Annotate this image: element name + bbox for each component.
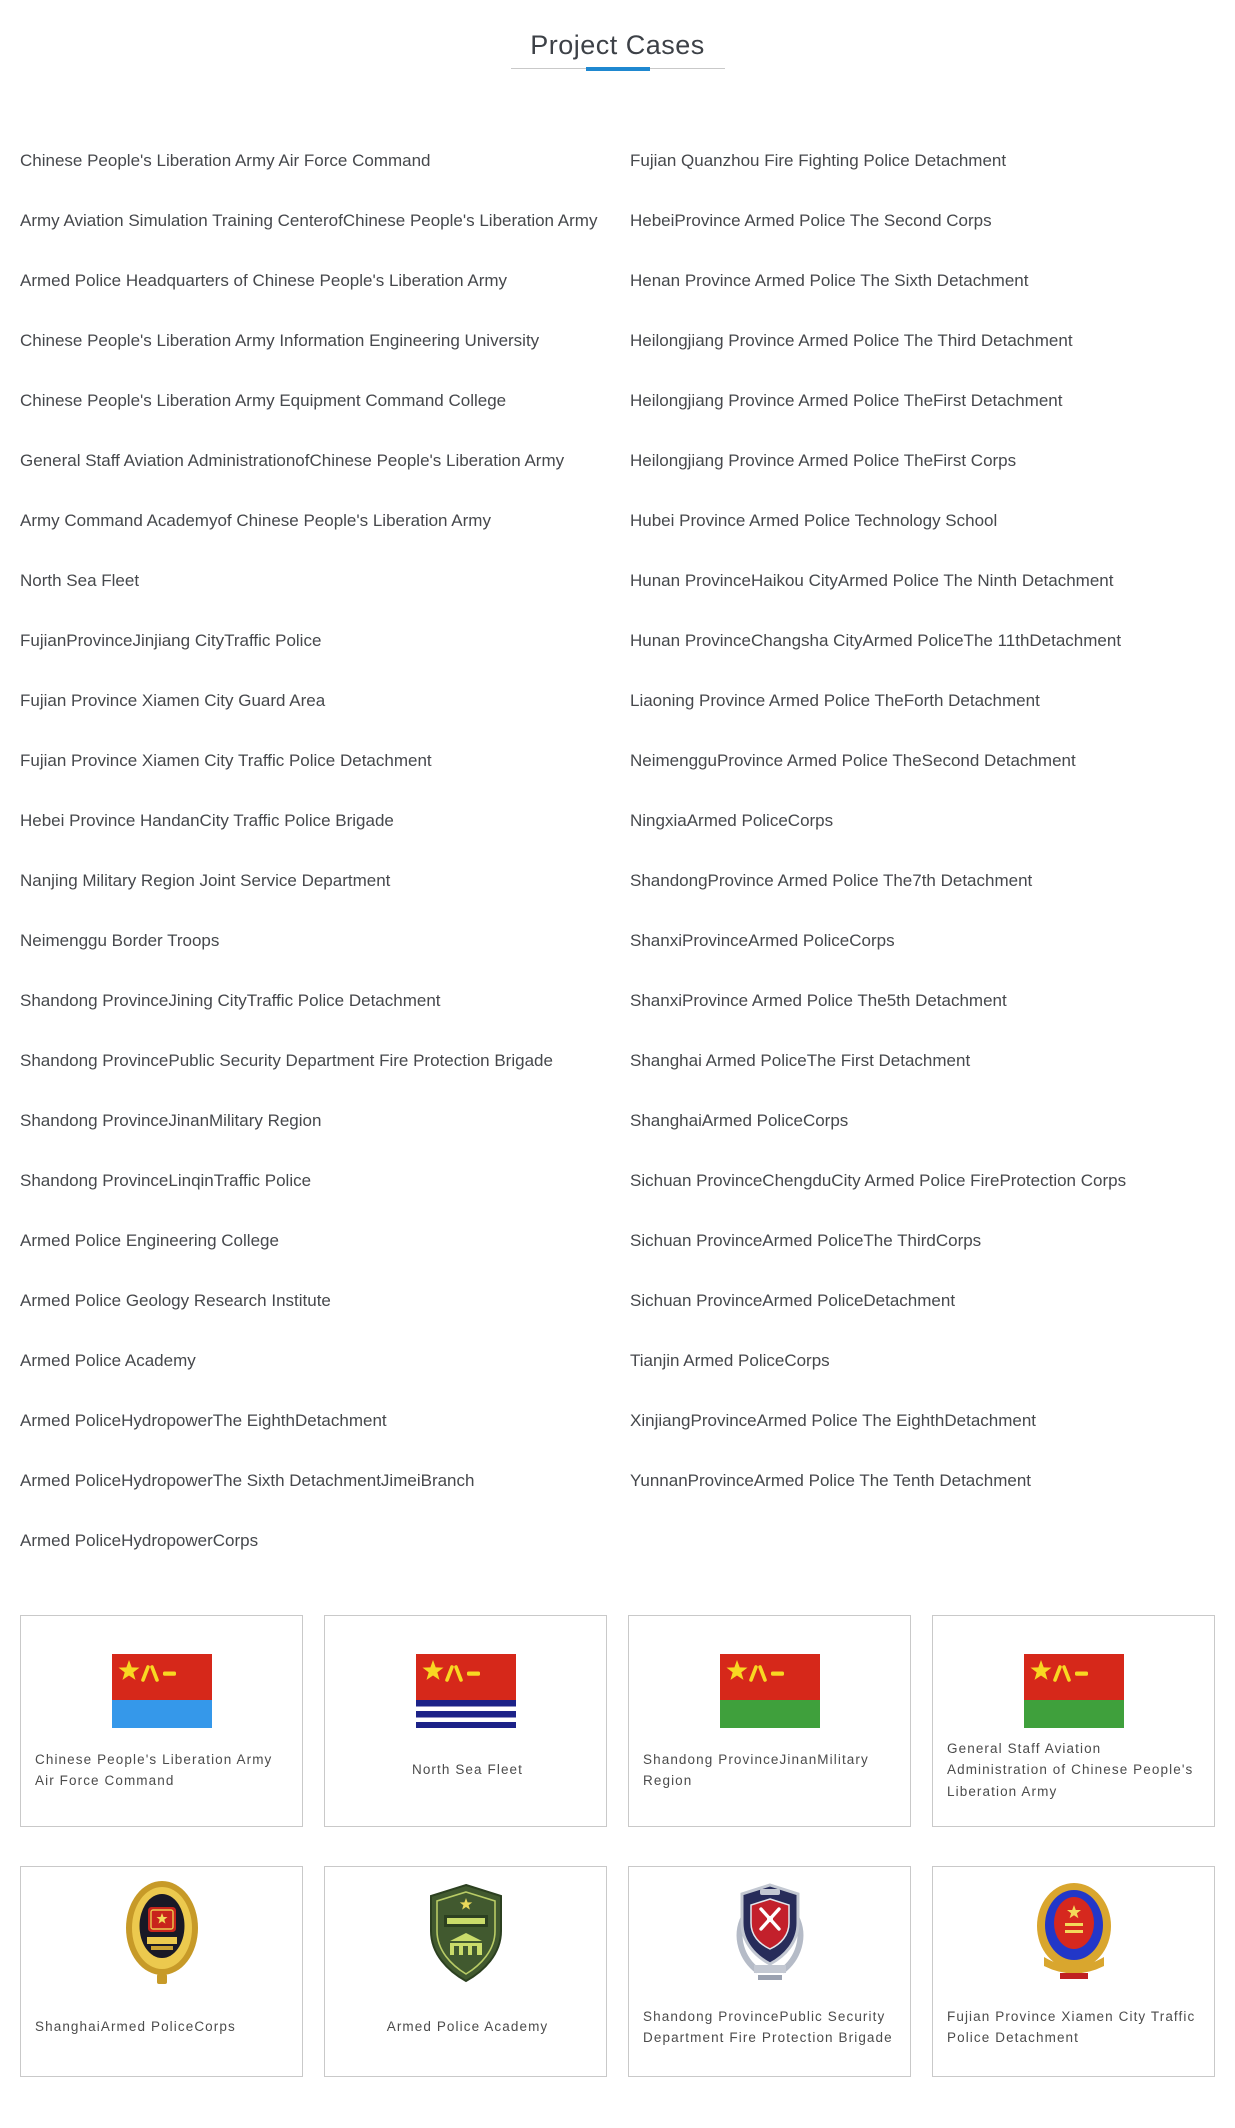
project-list-item: Henan Province Armed Police The Sixth Detachment — [630, 271, 1029, 290]
project-card[interactable] — [932, 1615, 1215, 1827]
project-list-item: Tianjin Armed PoliceCorps — [630, 1351, 830, 1370]
project-card[interactable] — [628, 1866, 911, 2077]
armed-police-gold-emblem-image — [21, 1867, 302, 1985]
traffic-police-gold-emblem-image — [933, 1867, 1214, 1985]
card-caption: Shandong ProvinceJinanMilitary Region — [643, 1751, 869, 1788]
card-caption: Chinese People's Liberation Army Air Force Command — [35, 1751, 273, 1788]
project-card[interactable] — [628, 1615, 911, 1827]
project-list-right-column — [617, 131, 1235, 1571]
case-cards-row-1 — [20, 1615, 1215, 1827]
card-caption: General Staff Aviation Administration of Chinese People's Liberation Army — [947, 1740, 1194, 1799]
project-list-item: ShandongProvince Armed Police The7th Detachment — [630, 871, 1033, 890]
project-list-item: Fujian Province Xiamen City Guard Area — [20, 691, 326, 710]
project-list — [0, 131, 1235, 1571]
project-list-item: FujianProvinceJinjiang CityTraffic Police — [20, 631, 322, 650]
card-caption: Armed Police Academy — [386, 2019, 549, 2035]
army-flag-image — [629, 1616, 910, 1728]
project-list-item: Sichuan ProvinceArmed PoliceDetachment — [630, 1291, 956, 1310]
project-list-item: Shandong ProvinceJining CityTraffic Police Detachment — [20, 991, 441, 1010]
fire-brigade-silver-badge-image — [629, 1867, 910, 1985]
title-divider — [511, 68, 725, 69]
project-list-item: XinjiangProvinceArmed Police The EighthDetachment — [630, 1411, 1037, 1430]
project-card[interactable] — [20, 1866, 303, 2077]
project-list-item: Hubei Province Armed Police Technology School — [630, 511, 998, 530]
card-caption: Shandong ProvincePublic Security Department Fire Protection Brigade — [643, 2008, 893, 2045]
army-flag-image — [933, 1616, 1214, 1728]
case-cards-row-2 — [20, 1866, 1215, 2077]
project-list-item: Heilongjiang Province Armed Police TheFirst Corps — [630, 451, 1017, 470]
project-list-left-column — [0, 131, 617, 1571]
project-list-item: Armed PoliceHydropowerThe EighthDetachment — [20, 1411, 387, 1430]
project-list-item: Fujian Quanzhou Fire Fighting Police Detachment — [630, 151, 1007, 170]
card-caption: North Sea Fleet — [411, 1762, 524, 1778]
project-list-item: Chinese People's Liberation Army Air Force Command — [20, 151, 431, 170]
project-list-item: Shandong ProvinceLinqinTraffic Police — [20, 1171, 312, 1190]
project-list-item: Chinese People's Liberation Army Information Engineering University — [20, 331, 540, 350]
project-list-item: Shandong ProvinceJinanMilitary Region — [20, 1111, 322, 1130]
project-list-item: Shandong ProvincePublic Security Department Fire Protection Brigade — [20, 1051, 553, 1070]
project-list-item: Neimenggu Border Troops — [20, 931, 220, 950]
project-list-item: Armed Police Geology Research Institute — [20, 1291, 331, 1310]
project-list-item: Heilongjiang Province Armed Police TheFirst Detachment — [630, 391, 1063, 410]
project-list-item: Sichuan ProvinceChengduCity Armed Police FireProtection Corps — [630, 1171, 1127, 1190]
plaaf-flag-image — [21, 1616, 302, 1728]
project-list-item: ShanxiProvince Armed Police The5th Detachment — [630, 991, 1007, 1010]
project-list-item: Hebei Province HandanCity Traffic Police Brigade — [20, 811, 394, 830]
project-list-item: NingxiaArmed PoliceCorps — [630, 811, 834, 830]
project-list-item: Nanjing Military Region Joint Service Department — [20, 871, 391, 890]
card-caption: ShanghaiArmed PoliceCorps — [35, 2019, 236, 2035]
academy-green-badge-image — [325, 1867, 606, 1985]
project-list-item: Armed Police Engineering College — [20, 1231, 279, 1250]
project-list-item: Chinese People's Liberation Army Equipment Command College — [20, 391, 507, 410]
project-card[interactable] — [324, 1866, 607, 2077]
project-card[interactable] — [932, 1866, 1215, 2077]
project-list-item: ShanxiProvinceArmed PoliceCorps — [630, 931, 895, 950]
project-list-item: Heilongjiang Province Armed Police The Third Detachment — [630, 331, 1073, 350]
project-list-item: Armed PoliceHydropowerThe Sixth DetachmentJimeiBranch — [20, 1471, 475, 1490]
project-list-item: Shanghai Armed PoliceThe First Detachment — [630, 1051, 971, 1070]
project-list-item: North Sea Fleet — [20, 571, 140, 590]
project-list-item: Fujian Province Xiamen City Traffic Police Detachment — [20, 751, 432, 770]
project-list-item: General Staff Aviation AdministrationofChinese People's Liberation Army — [20, 451, 565, 470]
project-list-item: HebeiProvince Armed Police The Second Corps — [630, 211, 992, 230]
card-caption: Fujian Province Xiamen City Traffic Police Detachment — [947, 2008, 1196, 2045]
project-list-item: Armed PoliceHydropowerCorps — [20, 1531, 259, 1550]
project-list-item: Armed Police Headquarters of Chinese People's Liberation Army — [20, 271, 508, 290]
project-list-item: Hunan ProvinceChangsha CityArmed PoliceThe 11thDetachment — [630, 631, 1122, 650]
project-list-item: ShanghaiArmed PoliceCorps — [630, 1111, 849, 1130]
project-list-item: Hunan ProvinceHaikou CityArmed Police The Ninth Detachment — [630, 571, 1114, 590]
project-list-item: NeimengguProvince Armed Police TheSecond Detachment — [630, 751, 1076, 770]
project-list-item: YunnanProvinceArmed Police The Tenth Detachment — [630, 1471, 1032, 1490]
project-card[interactable] — [20, 1615, 303, 1827]
navy-fleet-flag-image — [325, 1616, 606, 1728]
project-card[interactable] — [324, 1615, 607, 1827]
project-list-item: Army Command Academyof Chinese People's Liberation Army — [20, 511, 491, 530]
page-title: Project Cases — [530, 30, 705, 60]
project-list-item: Armed Police Academy — [20, 1351, 196, 1370]
project-list-item: Liaoning Province Armed Police TheForth Detachment — [630, 691, 1040, 710]
title-divider-accent — [586, 67, 650, 71]
project-list-item: Sichuan ProvinceArmed PoliceThe ThirdCorps — [630, 1231, 982, 1250]
project-list-item: Army Aviation Simulation Training CenterofChinese People's Liberation Army — [20, 211, 598, 230]
